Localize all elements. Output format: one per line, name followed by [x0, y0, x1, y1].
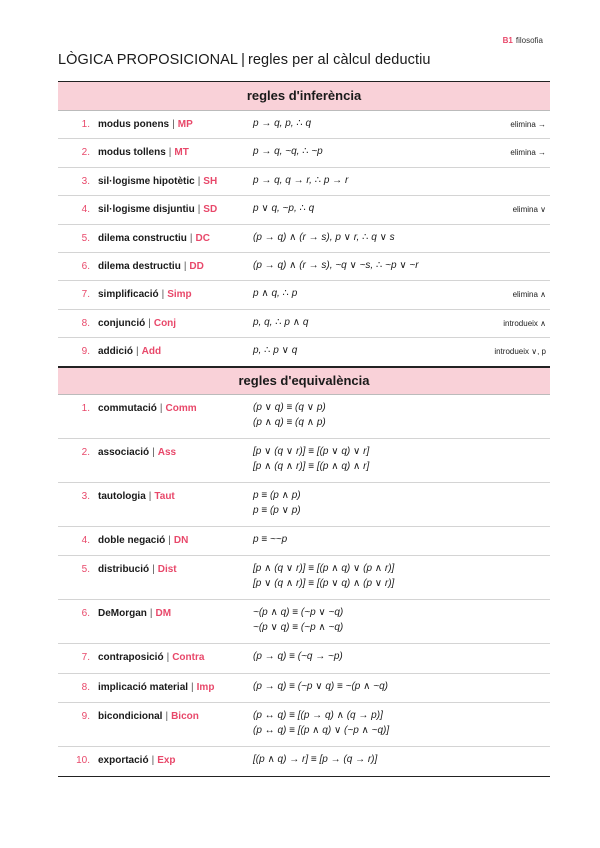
rule-abbreviation: SD — [203, 204, 218, 216]
rule-name-cell — [98, 682, 214, 693]
rule-row — [58, 600, 550, 644]
rule-separator: | — [183, 260, 187, 272]
rule-formula — [253, 203, 314, 218]
rule-abbreviation: Imp — [196, 681, 215, 693]
rule-separator: | — [197, 204, 201, 216]
rule-number: 10. — [76, 755, 90, 767]
rule-separator: | — [197, 175, 201, 187]
rule-row — [58, 338, 550, 366]
rule-separator: | — [168, 147, 172, 159]
rule-abbreviation: Conj — [153, 317, 177, 329]
rule-name-cell — [98, 564, 177, 575]
formula-line: ~(p ∨ q) ≡ (~p ∧ ~q) — [253, 622, 344, 634]
rule-separator: | — [159, 402, 163, 414]
rule-formula — [253, 232, 395, 247]
rule-separator: | — [152, 446, 155, 458]
title-main: LÒGICA PROPOSICIONAL — [58, 52, 239, 68]
rule-row — [58, 439, 550, 483]
rule-name-cell — [98, 318, 176, 329]
rule-abbreviation: Simp — [167, 289, 192, 301]
formula-line: p, ∴ p ∨ q — [253, 345, 298, 357]
rule-formula — [253, 260, 419, 275]
rule-number: 1. — [81, 119, 90, 130]
rule-row — [58, 253, 550, 281]
rule-name-cell — [98, 535, 188, 546]
rule-separator: | — [148, 490, 152, 502]
rule-note: introdueix ∨, p — [494, 347, 546, 357]
rule-name-cell — [98, 176, 217, 187]
rule-number: 7. — [81, 652, 90, 664]
rule-separator: | — [166, 652, 170, 664]
rule-name-cell — [98, 119, 193, 130]
rule-formula — [253, 345, 297, 360]
rule-name: modus ponens — [98, 119, 170, 130]
formula-line: p ∧ q, ∴ p — [253, 288, 298, 300]
rule-name-cell — [98, 755, 176, 766]
rule-formula — [253, 288, 297, 303]
formula-line: (p → q) ∧ (r → s), ~q ∨ ~s, ∴ ~p ∨ ~r — [253, 259, 419, 271]
page-title — [58, 52, 431, 68]
rule-number: 6. — [81, 608, 90, 620]
rule-number: 2. — [81, 446, 90, 458]
formula-line: p ∨ q, ~p, ∴ q — [253, 203, 315, 215]
rule-abbreviation: SH — [203, 175, 218, 187]
rule-formula — [253, 490, 301, 520]
formula-line: p → q, q → r, ∴ p → r — [253, 174, 349, 186]
rule-name-cell — [98, 233, 210, 244]
rule-name-cell — [98, 204, 217, 215]
rule-abbreviation: Contra — [172, 652, 205, 664]
rule-formula — [253, 317, 308, 332]
inference-section-header: regles d'inferència — [58, 81, 550, 111]
rule-number: 9. — [81, 711, 90, 723]
rule-name: distribució — [98, 564, 150, 576]
rule-name-cell — [98, 711, 199, 722]
rule-row — [58, 556, 550, 600]
rule-number: 6. — [81, 260, 90, 272]
rule-number: 3. — [81, 490, 90, 502]
rule-abbreviation: Dist — [157, 564, 177, 576]
formula-line: p, q, ∴ p ∧ q — [253, 316, 309, 328]
rule-number: 9. — [81, 346, 90, 358]
rule-number: 8. — [81, 681, 90, 693]
rule-formula — [253, 754, 377, 769]
rule-row — [58, 168, 550, 196]
formula-line: [p ∨ (q ∨ r)] ≡ [(p ∨ q) ∨ r] — [253, 445, 370, 457]
rule-row — [58, 310, 550, 338]
rule-number: 1. — [81, 402, 90, 414]
rule-separator: | — [152, 564, 155, 576]
rule-row — [58, 225, 550, 253]
rule-row — [58, 139, 550, 167]
rule-abbreviation: DM — [155, 608, 172, 620]
rule-name: doble negació — [98, 534, 166, 546]
rule-number: 4. — [81, 204, 90, 216]
rule-separator: | — [161, 289, 165, 301]
rule-name: associació — [98, 446, 150, 458]
rule-name: tautologia — [98, 490, 146, 502]
rule-name-cell — [98, 346, 161, 357]
rule-separator: | — [191, 681, 194, 693]
rule-row — [58, 111, 550, 139]
equivalence-rule-list — [58, 395, 550, 777]
rule-abbreviation: MT — [174, 147, 189, 159]
rule-note: elimina → — [510, 120, 546, 129]
rule-abbreviation: Ass — [157, 446, 177, 458]
rule-formula — [253, 607, 343, 637]
rule-separator: | — [149, 608, 153, 620]
subject-label: filosofia — [515, 36, 543, 45]
rule-abbreviation: Add — [141, 346, 162, 358]
rule-abbreviation: Taut — [154, 490, 175, 502]
rule-name-cell — [98, 608, 171, 619]
rule-formula — [253, 175, 348, 190]
rule-separator: | — [165, 711, 169, 723]
rule-name-cell — [98, 147, 189, 158]
rule-formula — [253, 118, 311, 133]
formula-line: p ≡ (p ∧ p) — [253, 489, 301, 501]
formula-line: p ≡ ~~p — [253, 533, 288, 545]
page-tag — [503, 36, 543, 45]
formula-line: [p ∨ (q ∧ r)] ≡ [(p ∨ q) ∧ (p ∨ r)] — [253, 578, 395, 590]
rule-note: elimina ∧ — [512, 290, 546, 300]
formula-line: (p ↔ q) ≡ [(p ∧ q) ∨ (~p ∧ ~q)] — [253, 725, 390, 737]
title-subtitle: regles per al càlcul deductiu — [247, 52, 431, 68]
rule-name: dilema constructiu — [98, 232, 187, 244]
rule-separator: | — [148, 317, 151, 329]
rule-note: introdueix ∧ — [503, 318, 546, 328]
rule-row — [58, 527, 550, 557]
formula-line: ~(p ∧ q) ≡ (~p ∨ ~q) — [253, 607, 344, 619]
rule-formula — [253, 710, 389, 740]
formula-line: (p ∧ q) ≡ (q ∧ p) — [253, 416, 326, 428]
rule-name-cell — [98, 652, 204, 663]
formula-line: (p ∨ q) ≡ (q ∨ p) — [253, 401, 326, 413]
rules-sheet — [58, 81, 550, 777]
rule-name: conjunció — [98, 317, 146, 329]
rule-row — [58, 674, 550, 704]
rule-row — [58, 196, 550, 224]
rule-name: sil·logisme disjuntiu — [98, 204, 195, 216]
rule-name: addició — [98, 346, 134, 358]
rule-name-cell — [98, 491, 175, 502]
rule-separator: | — [168, 534, 171, 546]
formula-line: (p → q) ≡ (~p ∨ q) ≡ ~(p ∧ ~q) — [253, 680, 388, 692]
formula-line: [p ∧ (q ∨ r)] ≡ [(p ∧ q) ∨ (p ∧ r)] — [253, 563, 395, 575]
rule-abbreviation: Exp — [157, 755, 176, 767]
rule-separator: | — [172, 119, 175, 130]
formula-line: [p ∧ (q ∧ r)] ≡ [(p ∧ q) ∧ r] — [253, 460, 370, 472]
rule-row — [58, 703, 550, 747]
rule-number: 4. — [81, 534, 90, 546]
rule-abbreviation: Bicon — [171, 711, 199, 723]
rule-row — [58, 395, 550, 439]
rule-name: contraposició — [98, 652, 164, 664]
rule-name: commutació — [98, 402, 157, 414]
rule-note: elimina ∨ — [512, 205, 546, 215]
rule-separator: | — [189, 232, 193, 244]
rule-name: modus tollens — [98, 147, 166, 159]
rule-abbreviation: DC — [195, 232, 210, 244]
rule-row — [58, 483, 550, 527]
rule-formula — [253, 446, 369, 476]
rule-row — [58, 644, 550, 674]
rule-abbreviation: MP — [177, 119, 193, 130]
rule-number: 7. — [81, 289, 90, 301]
formula-line: [(p ∧ q) → r] ≡ [p → (q → r)] — [253, 754, 378, 766]
rule-abbreviation: DD — [189, 260, 204, 272]
rule-separator: | — [136, 346, 139, 358]
rule-name: DeMorgan — [98, 608, 147, 620]
equivalence-section-header: regles d'equivalència — [58, 367, 550, 395]
rule-number: 8. — [81, 317, 90, 329]
rule-formula — [253, 402, 326, 432]
rule-name: simplificació — [98, 289, 159, 301]
rule-note: elimina → — [510, 148, 546, 158]
rule-separator: | — [151, 755, 155, 767]
formula-line: (p → q) ∧ (r → s), p ∨ r, ∴ q ∨ s — [253, 231, 395, 243]
rule-name: dilema destructiu — [98, 260, 181, 272]
rule-number: 5. — [81, 564, 90, 576]
rule-name: bicondicional — [98, 711, 163, 723]
rule-formula — [253, 563, 394, 593]
rule-abbreviation: DN — [173, 534, 189, 546]
formula-line: p ≡ (p ∨ p) — [253, 504, 301, 516]
course-code: B1 — [502, 36, 513, 45]
rule-number: 3. — [81, 175, 90, 187]
formula-line: p → q, ~q, ∴ ~p — [253, 146, 323, 158]
rule-formula — [253, 534, 287, 549]
formula-line: p → q, p, ∴ q — [253, 118, 312, 129]
formula-line: (p ↔ q) ≡ [(p → q) ∧ (q → p)] — [253, 710, 383, 722]
rule-name-cell — [98, 289, 192, 300]
rule-name-cell — [98, 403, 197, 414]
inference-rule-list — [58, 111, 550, 367]
formula-line: (p → q) ≡ (~q → ~p) — [253, 651, 343, 663]
rule-formula — [253, 146, 323, 161]
rule-number: 2. — [81, 147, 90, 159]
rule-name: implicació material — [98, 681, 189, 693]
rule-formula — [253, 681, 388, 696]
rule-number: 5. — [81, 232, 90, 244]
rule-abbreviation: Comm — [165, 402, 197, 414]
rule-row — [58, 747, 550, 777]
rule-name-cell — [98, 261, 204, 272]
title-separator: | — [241, 52, 245, 68]
rule-name: sil·logisme hipotètic — [98, 175, 195, 187]
rule-formula — [253, 651, 343, 666]
rule-name-cell — [98, 447, 176, 458]
rule-row — [58, 281, 550, 309]
rule-name: exportació — [98, 755, 149, 767]
